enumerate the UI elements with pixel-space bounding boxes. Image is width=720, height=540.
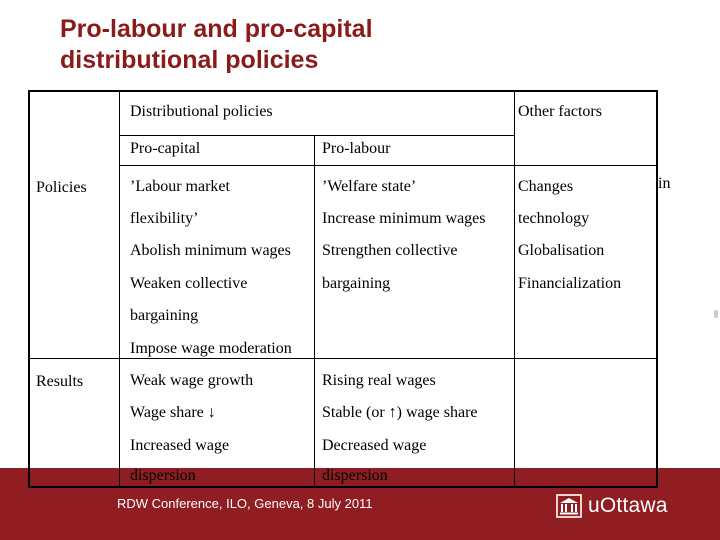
result-capital-line: Wage share ↓ [130, 404, 216, 421]
policy-labour-line: Strengthen collective [322, 242, 458, 259]
table-vline-capital [314, 136, 315, 486]
other-factor-line: Financialization [518, 275, 622, 292]
other-factor-line: Changes [518, 178, 574, 195]
policy-capital-line: ’Labour market [130, 178, 230, 195]
row-label-policies: Policies [36, 179, 87, 196]
policy-capital-line: Weaken collective [130, 275, 248, 292]
result-labour-line: Decreased wage [322, 437, 427, 454]
policy-capital-line: Impose wage moderation [130, 340, 292, 357]
result-capital-line: Increased wage [130, 437, 230, 454]
conference-caption: RDW Conference, ILO, Geneva, 8 July 2011 [117, 496, 373, 511]
header-pro-capital: Pro-capital [130, 140, 201, 157]
policy-capital-line: flexibility’ [130, 210, 199, 227]
policy-capital-line: bargaining [130, 307, 199, 324]
policy-labour-line: Increase minimum wages [322, 210, 486, 227]
policy-labour-line: bargaining [322, 275, 391, 292]
table-hline-subheader [119, 135, 514, 136]
header-distributional-policies: Distributional policies [130, 103, 273, 120]
other-factor-line: Globalisation [518, 242, 605, 259]
university-building-icon [556, 494, 582, 518]
slide-title-line-2: distributional policies [60, 46, 319, 74]
policies-table [28, 90, 658, 488]
slide-title [60, 14, 580, 76]
table-hline-other [514, 165, 656, 166]
logo-text: uOttawa [588, 494, 668, 517]
uottawa-logo [556, 494, 668, 518]
result-capital-line: Weak wage growth [130, 372, 254, 389]
policy-capital-line: Abolish minimum wages [130, 242, 291, 259]
row-label-results: Results [36, 373, 84, 390]
other-factor-line: technology [518, 210, 590, 227]
table-hline-results [30, 358, 656, 359]
result-labour-line: dispersion [322, 467, 388, 484]
result-labour-line: Stable (or ↑) wage share [322, 404, 478, 421]
overflow-word-in: in [658, 175, 671, 192]
table-vline-label [119, 92, 120, 486]
result-labour-line: Rising real wages [322, 372, 436, 389]
edge-marker [714, 310, 718, 318]
header-other-factors: Other factors [518, 103, 602, 120]
policy-labour-line: ’Welfare state’ [322, 178, 417, 195]
slide-title-line-1: Pro-labour and pro-capital [60, 15, 373, 43]
header-pro-labour: Pro-labour [322, 140, 391, 157]
table-vline-labour [514, 92, 515, 486]
table-hline-header [119, 165, 514, 166]
result-capital-line: dispersion [130, 467, 196, 484]
